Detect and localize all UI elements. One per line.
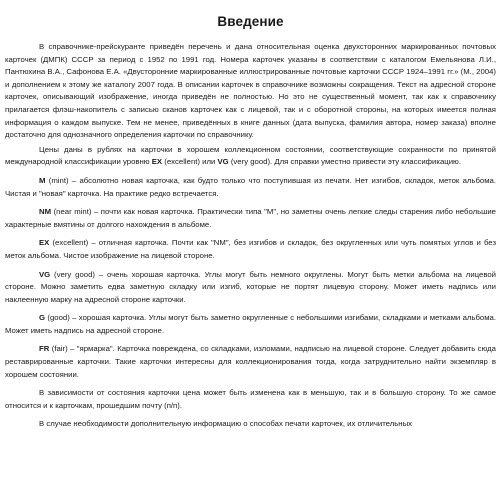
grade-g-paragraph [5, 312, 496, 337]
page-title: Введение [217, 14, 284, 29]
grade-ex-paragraph [5, 237, 496, 262]
grade-vg-inline: VG [217, 157, 229, 167]
prices-text-after: (very good). Для справки уместно привести эту классификацию. [228, 157, 461, 167]
additional-info-paragraph [5, 418, 496, 431]
grade-label: VG [39, 269, 51, 279]
grade-description: (very good) – очень хорошая карточка. Углы могут быть немного округлены. Могут быть метки альбома на лицевой стороне. Можно заметить едва заметную складку или изгиб, которые не портят лицевую сторону. Может иметь надпись или наклеенную марку на адресной стороне карточки. [5, 269, 496, 304]
additional-info-text: В случае необходимости дополнительную информацию о способах печати карточек, их отличительных [39, 419, 413, 429]
grade-label: G [39, 313, 46, 323]
grade-fr-paragraph [5, 343, 496, 381]
grade-label: EX [39, 238, 50, 248]
grade-description: (mint) – абсолютно новая карточка, как будто только что поступившая из печати. Нет изгибов, складок, меток альбома. Чистая и "новая" карточка. На практике редко встречается. [5, 175, 496, 198]
intro-paragraph [5, 41, 496, 142]
prices-paragraph [5, 144, 496, 169]
grade-ex-inline: EX [151, 157, 163, 167]
grade-label: NM [39, 207, 52, 217]
prices-text-before: Цены даны в рублях на карточки в хорошем коллекционном состоянии, соответствующие сохранности по принятой международной классификации уровню [5, 144, 496, 167]
grade-nm-paragraph [5, 206, 496, 231]
grade-description: (excellent) – отличная карточка. Почти как "NM", без изгибов и складок, без округленных или чуть помятых углов и без меток альбома. Чистое изображение на лицевой стороне. [5, 238, 496, 260]
grade-description: (near mint) – почти как новая карточка. Практически типа "M", но заметны очень легкие следы старения либо небольшие характерные вмятины от долгого нахождения в альбоме. [5, 207, 496, 229]
grade-vg-paragraph [5, 269, 496, 307]
grade-description: (good) – хорошая карточка. Углы могут быть заметно округленные с небольшими изгибами, складками и метками альбома. Может иметь надпись на адресной стороне. [5, 313, 496, 335]
price-adjustment-paragraph [5, 387, 496, 412]
intro-text: В справочнике-прейскуранте приведён перечень и дана относительная оценка двухсторонних маркированных почтовых карточек (ДМПК) СССР за период с 1952 по 1991 год. Номера карточек указаны в соответствии с каталогом Емельянова Л.И., Пантюхина В.А., Сафонова Е.А. «Двусторонние маркированные иллюстрированные почтовые карточки СССР 1924–1991 гг.» (М., 2004) и дополнением к этому же каталогу 2007 года. В описании карточек в справочнике возможны сокращения. Текст на адресной стороне карточек, описывающий изображение, иногда приведён не полностью. Но это не существенный момент, так как к справочнику прилагается флэш-накопитель с записью сканов карточек как с лицевой, так и с оборотной стороны, на которых имеется полная информация о каждом выпуске. Тем не менее, приведённых в книге данных (дата выпуска, фамилия автора, номер заказа) вполне достаточно для однозначного определения карточки по справочнику. [5, 42, 496, 140]
grade-label: M [39, 175, 46, 185]
price-adjustment-text: В зависимости от состояния карточки цена может быть изменена как в меньшую, так и в большую сторону. То же самое относится и к карточкам, прошедшим почту (п/п). [5, 388, 496, 410]
document-body [5, 41, 496, 431]
prices-text-mid: (excellent) или [162, 157, 218, 167]
grade-m-paragraph [5, 175, 496, 200]
grade-description: (fair) – "ярмарка". Карточка повреждена, со складками, изломами, надписью на лицевой стороне. Следует добавить сюда реставрированные карточки. Такие карточки интересны для коллекционирования тогда, когда затруднительно найти экземпляр в хорошем состоянии. [5, 344, 496, 379]
grade-label: FR [39, 344, 50, 354]
